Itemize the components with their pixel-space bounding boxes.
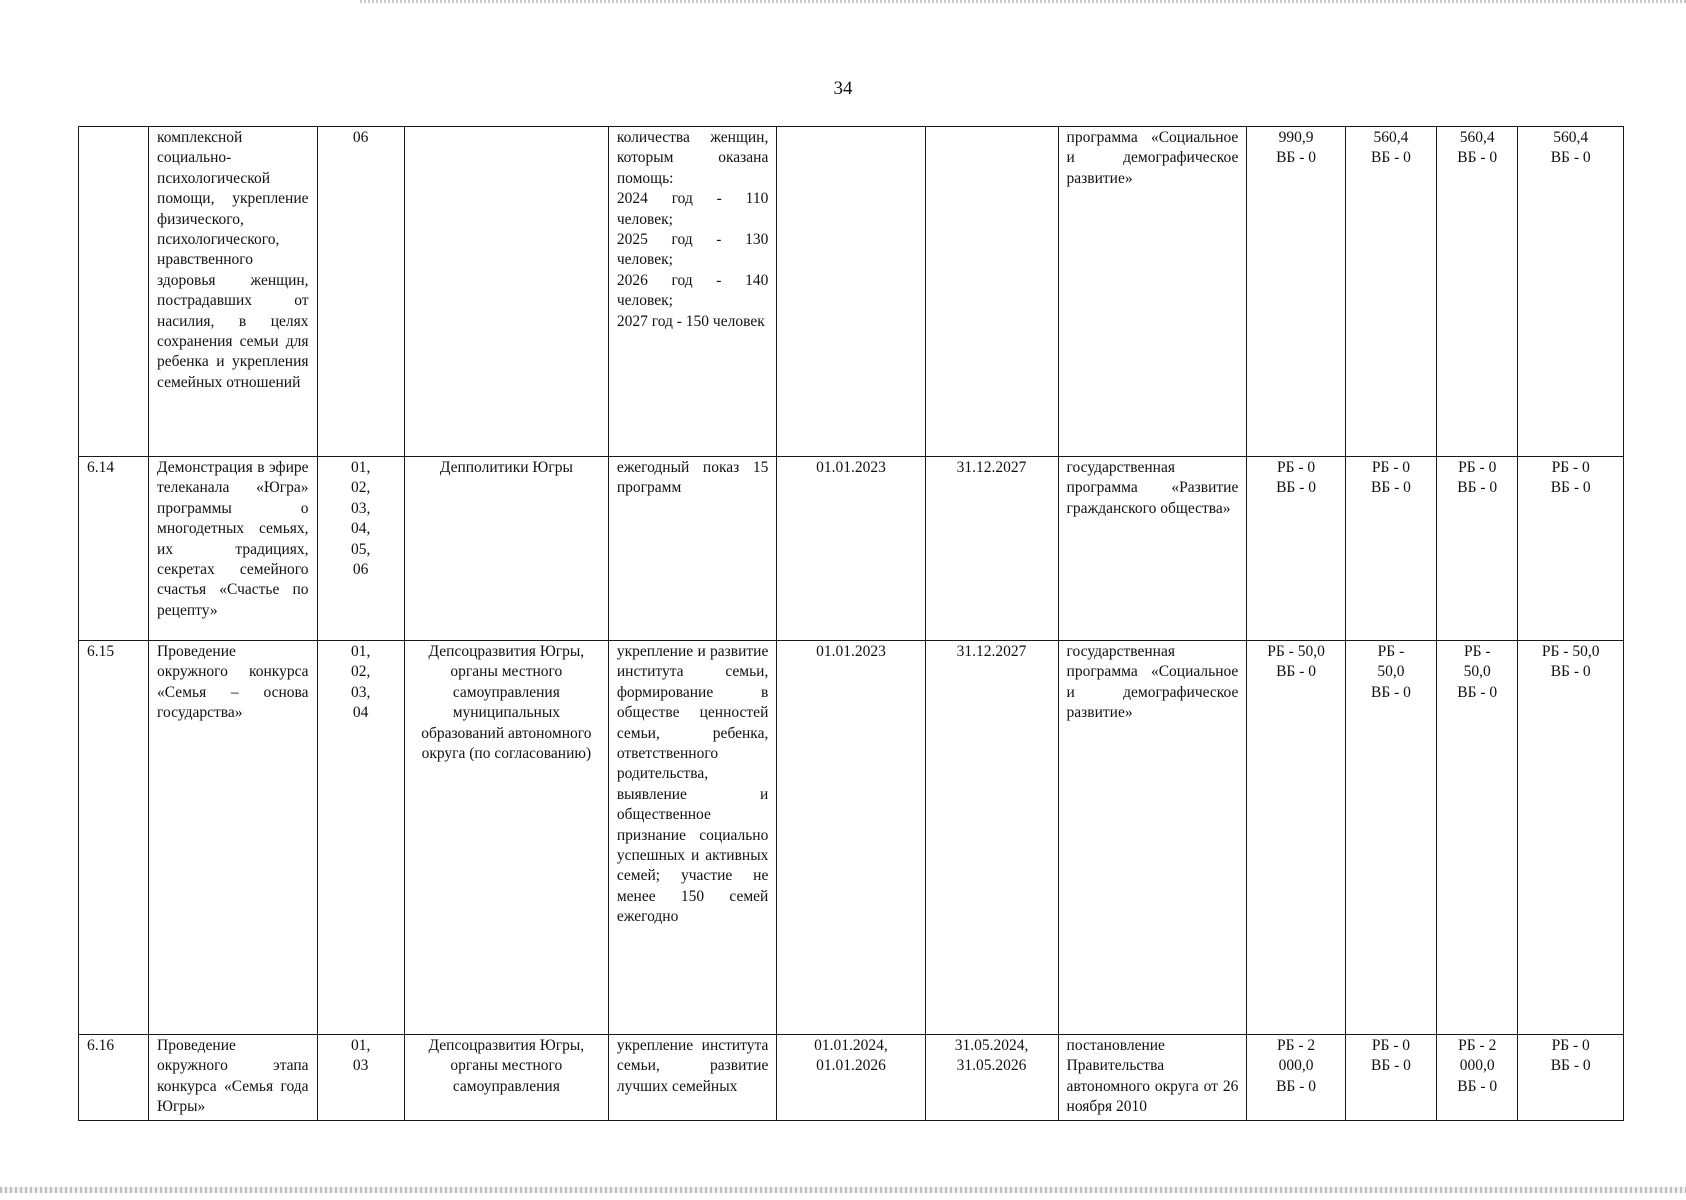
start-date-cell — [777, 457, 925, 641]
program-cell — [1058, 1035, 1247, 1121]
executor: Депполитики Югры — [439, 459, 573, 476]
end-date-cell — [925, 641, 1058, 1035]
result-cell — [608, 457, 777, 641]
funding-value: 990,9 — [1278, 129, 1314, 146]
row-number: 6.14 — [87, 459, 115, 476]
start-date-cell — [777, 1035, 925, 1121]
table-row — [79, 641, 1624, 1035]
funding-value: РБ - 2 — [1458, 1037, 1497, 1054]
row-number: 6.15 — [87, 643, 115, 660]
measure-name: комплексной социально-психологической помощи, укрепление физического, психологического, нравственного здоровья женщин, пострадавших от насилия, в целях сохранения семьи для ребенка и укрепления семейных отношений — [157, 129, 309, 391]
code-item: 03, — [350, 683, 371, 701]
executor-cell — [404, 457, 608, 641]
program-cell — [1058, 457, 1247, 641]
funding-cell-3 — [1437, 641, 1518, 1035]
funding-cell-4 — [1518, 457, 1624, 641]
funding-cell-2 — [1345, 641, 1436, 1035]
codes-cell — [317, 457, 404, 641]
funding-cell-4 — [1518, 127, 1624, 457]
code-item: 03 — [352, 1057, 369, 1075]
page-number: 34 — [833, 78, 853, 99]
code-item: 04, — [350, 520, 371, 538]
funding-cell-2 — [1345, 127, 1436, 457]
row-number-cell — [79, 641, 149, 1035]
measure-name-cell — [149, 641, 318, 1035]
funding-cell-2 — [1345, 457, 1436, 641]
funding-cell-1 — [1247, 127, 1345, 457]
measures-table — [78, 126, 1624, 1121]
executor-cell — [404, 641, 608, 1035]
codes-cell — [317, 1035, 404, 1121]
row-number-cell — [79, 127, 149, 457]
result-line: 2026 год - 140 человек; — [616, 271, 769, 310]
start-date: 01.01.2024, 01.01.2026 — [814, 1037, 888, 1075]
funding-value: РБ - — [1377, 643, 1405, 660]
funding-value: ВБ - 0 — [1457, 1077, 1498, 1095]
executor: Депсоцразвития Югры, органы местного самоуправления муниципальных образований автономного округа (по согласованию) — [421, 643, 592, 763]
result-line: 2025 год - 130 человек; — [616, 231, 769, 269]
funding-cell-2 — [1345, 1035, 1436, 1121]
result-line: 2027 год - 150 человек — [616, 312, 765, 330]
funding-cell-3 — [1437, 1035, 1518, 1121]
program-cell — [1058, 641, 1247, 1035]
funding-value: 50,0 — [1377, 663, 1405, 681]
funding-value: ВБ - 0 — [1371, 683, 1411, 701]
code-item: 01, — [350, 643, 371, 660]
table-row — [79, 457, 1624, 641]
funding-value: 000,0 — [1278, 1057, 1314, 1075]
start-date-cell — [777, 127, 925, 457]
measure-name: Проведение окружного этапа конкурса «Семья года Югры» — [157, 1037, 309, 1116]
result-cell — [608, 1035, 777, 1121]
program: постановление Правительства автономного округа от 26 ноября 2010 — [1066, 1037, 1239, 1116]
measure-name: Проведение окружного конкурса «Семья – основа государства» — [157, 643, 309, 722]
end-date: 31.12.2027 — [956, 459, 1027, 476]
funding-cell-3 — [1437, 457, 1518, 641]
code-item: 02, — [350, 479, 371, 497]
code-item: 02, — [350, 663, 371, 681]
funding-value: ВБ - 0 — [1371, 149, 1411, 167]
result-cell — [608, 127, 777, 457]
funding-cell-4 — [1518, 641, 1624, 1035]
funding-value: ВБ - 0 — [1276, 149, 1316, 167]
funding-cell-1 — [1247, 641, 1345, 1035]
measure-name-cell — [149, 457, 318, 641]
funding-value: 50,0 — [1463, 663, 1491, 681]
funding-value: РБ - 0 — [1551, 1037, 1590, 1054]
program-cell — [1058, 127, 1247, 457]
code-item: 05, — [350, 540, 371, 558]
code-item: 03, — [350, 499, 371, 517]
funding-cell-1 — [1247, 1035, 1345, 1121]
code-item: 01, — [350, 459, 371, 476]
funding-value: РБ - 0 — [1276, 459, 1316, 476]
funding-value: 560,4 — [1373, 129, 1409, 146]
funding-value: РБ - — [1463, 643, 1491, 660]
funding-value: РБ - 50,0 — [1541, 643, 1600, 660]
funding-cell-1 — [1247, 457, 1345, 641]
funding-value: ВБ - 0 — [1550, 1057, 1591, 1075]
funding-cell-3 — [1437, 127, 1518, 457]
program: государственная программа «Развитие гражданского общества» — [1066, 459, 1239, 517]
funding-value: ВБ - 0 — [1457, 149, 1498, 167]
executor-cell — [404, 1035, 608, 1121]
start-date: 01.01.2023 — [816, 459, 886, 476]
start-date-cell — [777, 641, 925, 1035]
code-item: 06 — [352, 129, 369, 146]
end-date-cell — [925, 1035, 1058, 1121]
table-row — [79, 127, 1624, 457]
funding-value: ВБ - 0 — [1371, 1057, 1411, 1075]
scan-edge-top — [360, 0, 1686, 3]
funding-value: ВБ - 0 — [1371, 479, 1411, 497]
funding-value: ВБ - 0 — [1550, 479, 1591, 497]
start-date: 01.01.2023 — [816, 643, 886, 660]
end-date: 31.05.2024, 31.05.2026 — [954, 1037, 1029, 1075]
funding-value: ВБ - 0 — [1550, 149, 1591, 167]
funding-value: РБ - 0 — [1371, 1037, 1411, 1054]
row-number-cell — [79, 1035, 149, 1121]
executor-cell — [404, 127, 608, 457]
funding-value: РБ - 0 — [1551, 459, 1590, 476]
funding-value: ВБ - 0 — [1276, 1077, 1316, 1095]
result-line: количества женщин, которым оказана помощь: — [616, 129, 769, 187]
program: государственная программа «Социальное и демографическое развитие» — [1066, 643, 1239, 722]
result-cell — [608, 641, 777, 1035]
funding-value: РБ - 2 — [1276, 1037, 1316, 1054]
end-date: 31.12.2027 — [956, 643, 1027, 660]
result-line: ежегодный показ 15 программ — [616, 459, 769, 497]
funding-value: ВБ - 0 — [1550, 663, 1591, 681]
funding-value: ВБ - 0 — [1276, 663, 1316, 681]
executor: Депсоцразвития Югры, органы местного самоуправления — [428, 1037, 585, 1095]
funding-value: РБ - 0 — [1458, 459, 1497, 476]
result-line: укрепление и развитие института семьи, формирование в обществе ценностей семьи, ребенка, ответственного родительства, выявление и общественное признание социально успешных и активных семей; участие не менее 150 семей ежегодно — [616, 643, 769, 926]
funding-value: 000,0 — [1459, 1057, 1495, 1075]
code-item: 01, — [350, 1037, 371, 1054]
measure-name-cell — [149, 1035, 318, 1121]
code-item: 06 — [352, 561, 369, 579]
funding-value: РБ - 0 — [1371, 459, 1411, 476]
funding-cell-4 — [1518, 1035, 1624, 1121]
result-line: 2024 год - 110 человек; — [616, 190, 769, 228]
scan-edge-bottom — [0, 1187, 1686, 1193]
funding-value: ВБ - 0 — [1457, 683, 1498, 701]
program: программа «Социальное и демографическое развитие» — [1066, 129, 1239, 187]
row-number-cell — [79, 457, 149, 641]
result-line: укрепление института семьи, развитие лучших семейных — [616, 1037, 769, 1095]
table-body — [79, 127, 1624, 1121]
measure-name: Демонстрация в эфире телеканала «Югра» программы о многодетных семьях, их традициях, секретах семейного счастья «Счастье по рецепту» — [157, 459, 309, 619]
funding-value: РБ - 50,0 — [1267, 643, 1325, 660]
row-number: 6.16 — [87, 1037, 115, 1054]
measure-name-cell — [149, 127, 318, 457]
end-date-cell — [925, 127, 1058, 457]
table-row — [79, 1035, 1624, 1121]
end-date-cell — [925, 457, 1058, 641]
codes-cell — [317, 127, 404, 457]
funding-value: 560,4 — [1459, 129, 1495, 146]
codes-cell — [317, 641, 404, 1035]
funding-value: 560,4 — [1553, 129, 1589, 146]
funding-value: ВБ - 0 — [1457, 479, 1498, 497]
funding-value: ВБ - 0 — [1276, 479, 1316, 497]
code-item: 04 — [352, 704, 369, 722]
